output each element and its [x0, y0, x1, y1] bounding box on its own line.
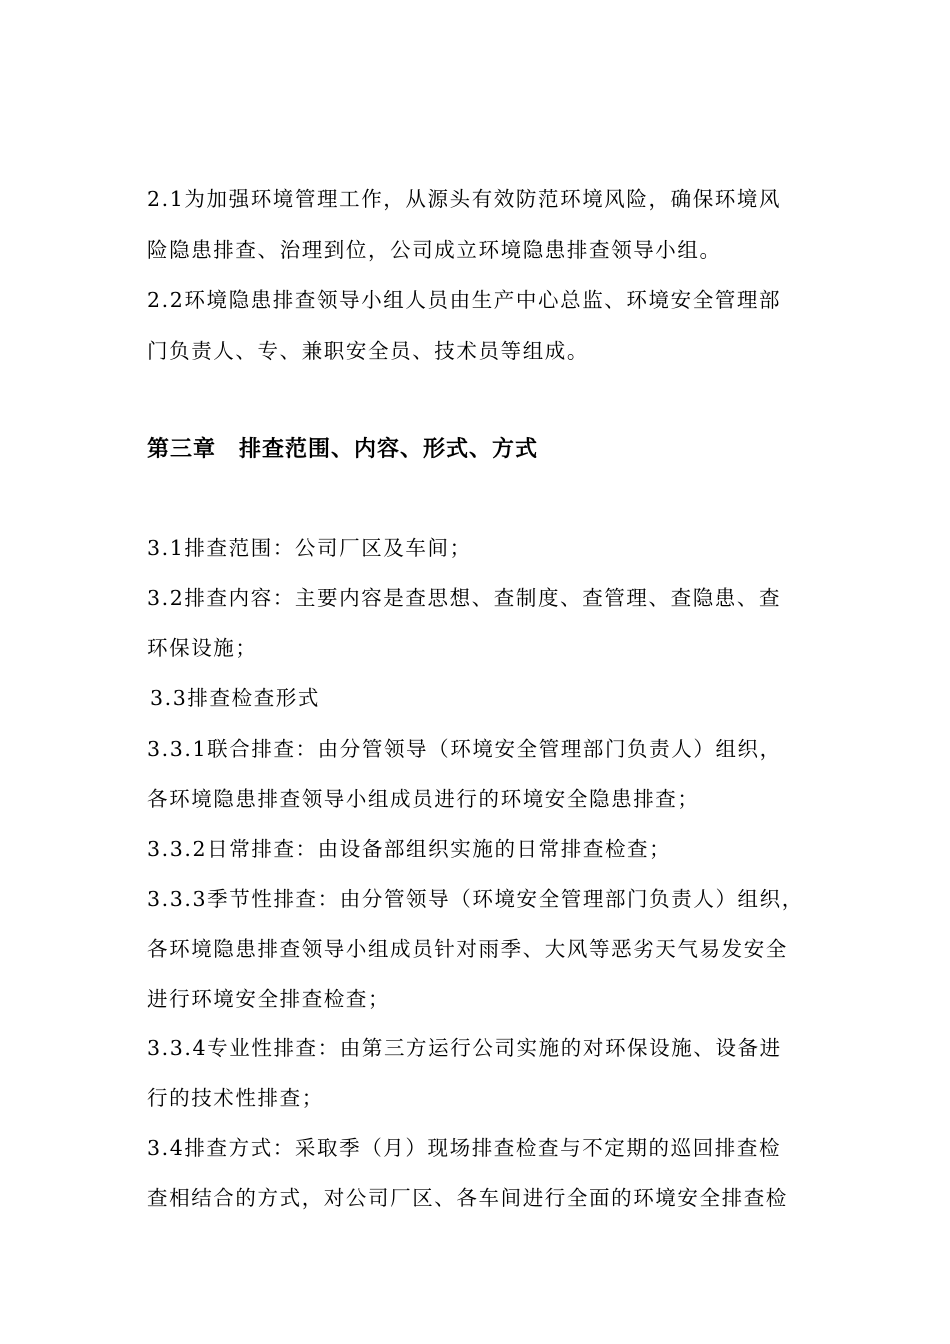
item-3-3-4-line-1: 3.3.4专业性排查：由第三方运行公司实施的对环保设施、设备进 [147, 1036, 782, 1060]
item-3-3-1-line-1: 3.3.1联合排查：由分管领导（环境安全管理部门负责人）组织， [147, 737, 782, 761]
paragraph-2-2-line-2: 门负责人、专、兼职安全员、技术员等组成。 [147, 339, 589, 363]
item-3-4-line-2: 查相结合的方式，对公司厂区、各车间进行全面的环境安全排查检 [147, 1186, 788, 1210]
item-3-1: 3.1排查范围：公司厂区及车间； [147, 536, 472, 560]
paragraph-2-1-line-1: 2.1为加强环境管理工作，从源头有效防范环境风险，确保环境风 [147, 187, 782, 211]
item-3-3-3-line-2: 各环境隐患排查领导小组成员针对雨季、大风等恶劣天气易发安全 [147, 937, 788, 961]
item-3-2-line-2: 环保设施； [147, 636, 258, 660]
item-3-3-3-line-1: 3.3.3季节性排查：由分管领导（环境安全管理部门负责人）组织， [147, 887, 804, 911]
item-3-3-3-line-3: 进行环境安全排查检查； [147, 987, 391, 1011]
item-3-2-line-1: 3.2排查内容：主要内容是查思想、查制度、查管理、查隐患、查 [147, 586, 782, 610]
item-3-3-4-line-2: 行的技术性排查； [147, 1086, 324, 1110]
item-3-3-1-line-2: 各环境隐患排查领导小组成员进行的环境安全隐患排查； [147, 787, 700, 811]
item-3-3-title: 3.3排查检查形式 [150, 686, 321, 710]
chapter-3-heading: 第三章 排查范围、内容、形式、方式 [147, 437, 539, 462]
paragraph-2-1-line-2: 险隐患排查、治理到位，公司成立环境隐患排查领导小组。 [147, 238, 722, 262]
paragraph-2-2-line-1: 2.2环境隐患排查领导小组人员由生产中心总监、环境安全管理部 [147, 288, 782, 312]
item-3-4-line-1: 3.4排查方式：采取季（月）现场排查检查与不定期的巡回排查检 [147, 1136, 782, 1160]
item-3-3-2: 3.3.2日常排查：由设备部组织实施的日常排查检查； [147, 837, 672, 861]
